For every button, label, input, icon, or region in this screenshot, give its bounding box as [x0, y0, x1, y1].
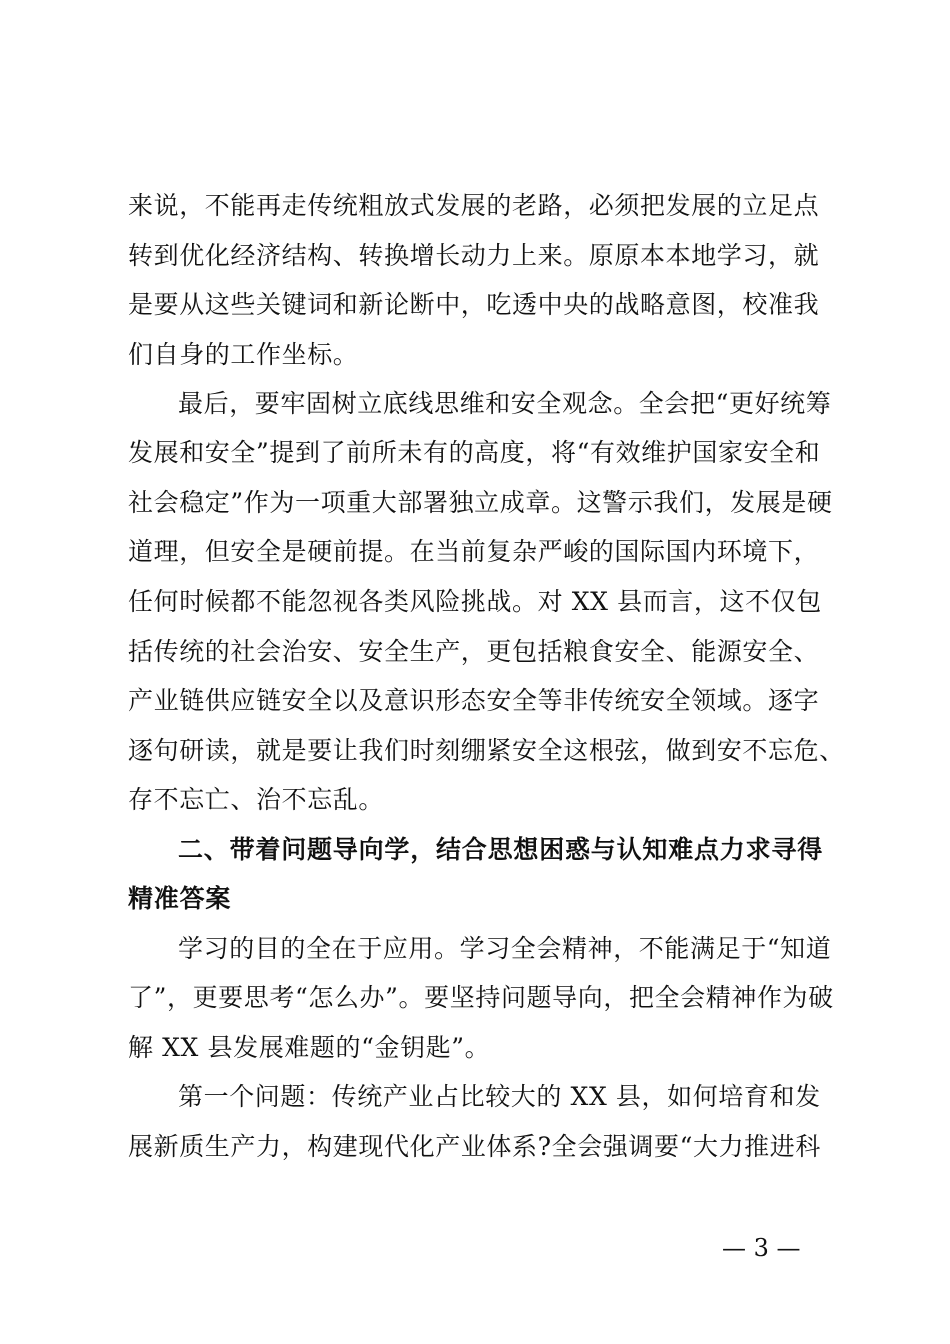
body-text-line: 逐句研读，就是要让我们时刻绷紧安全这根弦，做到安不忘危、 — [128, 736, 845, 765]
body-text-line: 社会稳定”作为一项重大部署独立成章。这警示我们，发展是硬 — [128, 488, 833, 517]
section-heading: 二、带着问题导向学，结合思想困惑与认知难点力求寻得 — [178, 835, 824, 864]
body-text-line: 括传统的社会治安、安全生产，更包括粮食安全、能源安全、 — [128, 637, 820, 666]
body-text-line: 们自身的工作坐标。 — [128, 340, 359, 369]
paragraph-first-line: 最后，要牢固树立底线思维和安全观念。全会把“更好统筹 — [178, 389, 832, 418]
body-text-line: 道理，但安全是硬前提。在当前复杂严峻的国际国内环境下， — [128, 537, 820, 566]
body-text-line: 存不忘亡、治不忘乱。 — [128, 785, 385, 814]
paragraph-first-line: 第一个问题：传统产业占比较大的 XX 县，如何培育和发 — [178, 1082, 821, 1111]
body-text-line: 解 XX 县发展难题的“金钥匙”。 — [128, 1033, 491, 1062]
section-heading-continued: 精准答案 — [128, 884, 232, 913]
page-number: — 3 — — [722, 1234, 801, 1262]
body-text-line: 产业链供应链安全以及意识形态安全等非传统安全领域。逐字 — [128, 686, 820, 715]
body-text-line: 转到优化经济结构、转换增长动力上来。原原本本地学习，就 — [128, 241, 820, 270]
paragraph-first-line: 学习的目的全在于应用。学习全会精神，不能满足于“知道 — [178, 934, 832, 963]
body-text-line: 了”，更要思考“怎么办”。要坚持问题导向，把全会精神作为破 — [128, 983, 834, 1012]
body-text-line: 任何时候都不能忽视各类风险挑战。对 XX 县而言，这不仅包 — [128, 587, 822, 616]
body-text-line: 展新质生产力，构建现代化产业体系?全会强调要“大力推进科 — [128, 1132, 821, 1161]
body-text-line: 是要从这些关键词和新论断中，吃透中央的战略意图，校准我 — [128, 290, 820, 319]
body-text-line: 发展和安全”提到了前所未有的高度，将“有效维护国家安全和 — [128, 438, 821, 467]
body-text-line: 来说，不能再走传统粗放式发展的老路，必须把发展的立足点 — [128, 191, 820, 220]
